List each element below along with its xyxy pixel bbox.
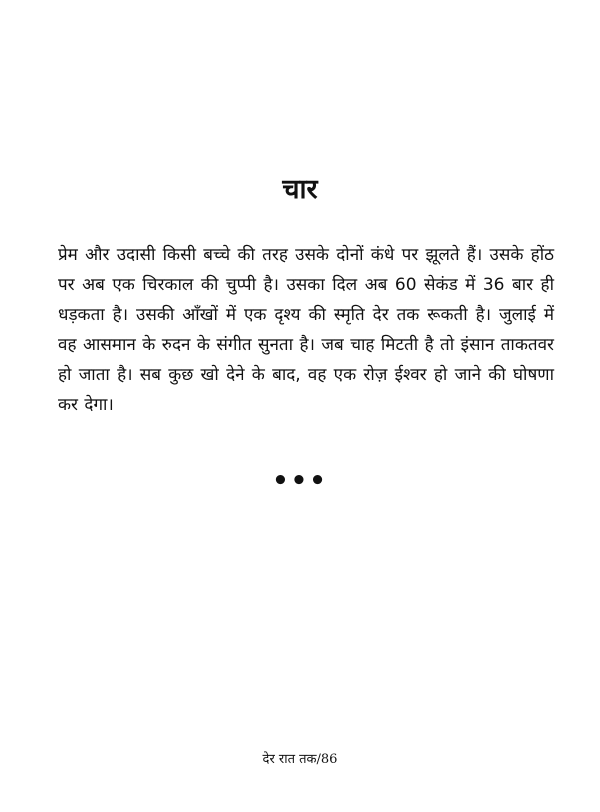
- body-paragraph: प्रेम और उदासी किसी बच्चे की तरह उसके दोनों कंधे पर झूलते हैं। उसके होंठ पर अब एक चिरकाल की चुप्पी है। उसका दिल अब 60 सेकंड में 36 बार ही धड़कता है। उसकी आँखों में एक दृश्य की स्मृति देर तक रूकती है। जुलाई में वह आसमान के रुदन के संगीत सुनता है। जब चाह मिटती है तो इंसान ताकतवर हो जाता है। सब कुछ खो देने के बाद, वह एक रोज़ ईश्वर हो जाने की घोषणा कर देगा।: [58, 245, 554, 415]
- section-separator: •••: [272, 466, 328, 496]
- chapter-title: चार: [282, 174, 318, 205]
- page-footer: देर रात तक/86: [262, 752, 338, 767]
